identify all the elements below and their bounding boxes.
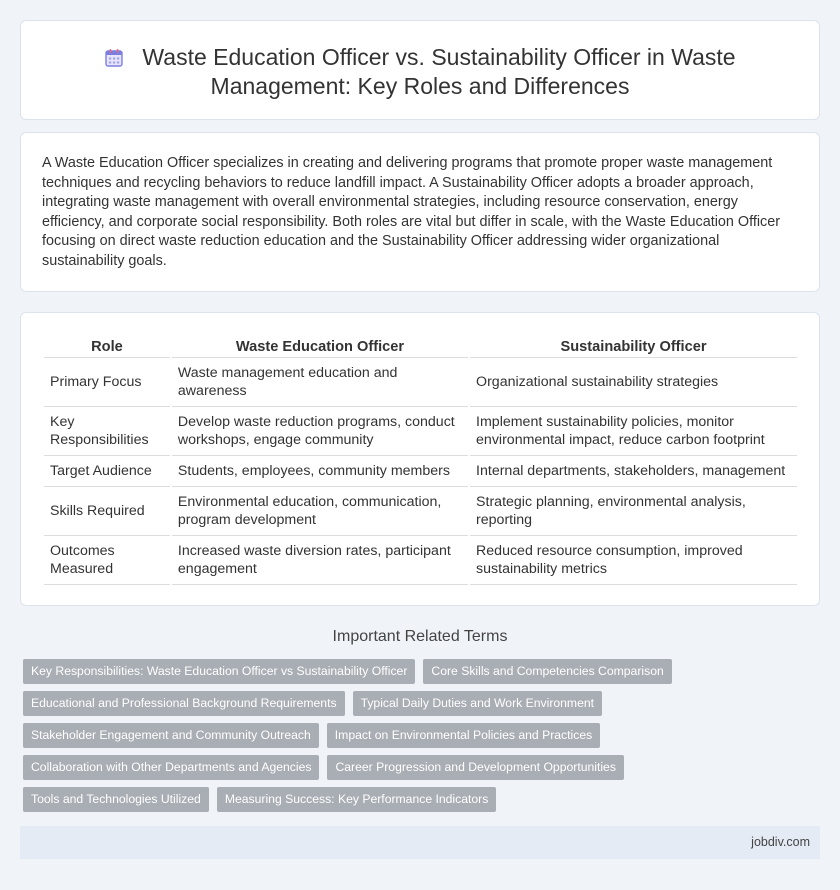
cell-sustainability: Reduced resource consumption, improved sustainability metrics	[470, 536, 797, 585]
row-label: Key Responsibilities	[44, 407, 170, 456]
row-label: Skills Required	[44, 487, 170, 536]
related-term-tag[interactable]: Educational and Professional Background Requirements	[23, 691, 345, 716]
cell-sustainability: Strategic planning, environmental analysis, reporting	[470, 487, 797, 536]
cell-waste-education: Environmental education, communication, program development	[172, 487, 468, 536]
cell-waste-education: Students, employees, community members	[172, 456, 468, 487]
cell-sustainability: Internal departments, stakeholders, management	[470, 456, 797, 487]
calendar-icon	[104, 46, 124, 66]
footer-site-link[interactable]: jobdiv.com	[751, 835, 810, 849]
header-waste-education-officer: Waste Education Officer	[172, 333, 468, 358]
header-role: Role	[44, 333, 170, 358]
cell-sustainability: Implement sustainability policies, monitor environmental impact, reduce carbon footprint	[470, 407, 797, 456]
table-row	[44, 487, 797, 536]
row-label: Outcomes Measured	[44, 536, 170, 585]
comparison-table-card	[20, 312, 820, 606]
intro-paragraph: A Waste Education Officer specializes in creating and delivering programs that promote proper waste management techniques and recycling behaviors to reduce landfill impact. A Sustainability Officer adopts a broader approach, integrating waste management with overall environmental strategies, including resource conservation, energy efficiency, and corporate social responsibility. Both roles are vital but differ in scale, with the Waste Education Officer focusing on direct waste reduction education and the Sustainability Officer addressing wider organizational sustainability goals.	[42, 155, 781, 269]
table-row	[44, 456, 797, 487]
related-term-tag[interactable]: Impact on Environmental Policies and Practices	[327, 723, 600, 748]
table-row	[44, 358, 797, 407]
related-term-tag[interactable]: Key Responsibilities: Waste Education Officer vs Sustainability Officer	[23, 659, 415, 684]
related-term-tag[interactable]: Measuring Success: Key Performance Indicators	[217, 787, 497, 812]
related-terms-heading: Important Related Terms	[332, 628, 508, 645]
table-row	[44, 407, 797, 456]
comparison-table	[42, 333, 799, 585]
page-title: Waste Education Officer vs. Sustainability Officer in Waste Management: Key Roles and Differences	[142, 44, 736, 99]
cell-waste-education: Waste management education and awareness	[172, 358, 468, 407]
table-row	[44, 536, 797, 585]
footer	[20, 826, 820, 859]
related-term-tag[interactable]: Typical Daily Duties and Work Environment	[353, 691, 602, 716]
related-terms-list	[23, 659, 813, 819]
related-term-tag[interactable]: Core Skills and Competencies Comparison	[423, 659, 671, 684]
title-card	[20, 20, 820, 120]
row-label: Primary Focus	[44, 358, 170, 407]
table-header-row	[44, 333, 797, 358]
intro-card	[20, 132, 820, 292]
related-term-tag[interactable]: Stakeholder Engagement and Community Outreach	[23, 723, 319, 748]
related-term-tag[interactable]: Collaboration with Other Departments and Agencies	[23, 755, 319, 780]
page-title-wrap	[21, 43, 819, 101]
related-term-tag[interactable]: Tools and Technologies Utilized	[23, 787, 209, 812]
row-label: Target Audience	[44, 456, 170, 487]
related-term-tag[interactable]: Career Progression and Development Opportunities	[327, 755, 623, 780]
cell-waste-education: Develop waste reduction programs, conduct workshops, engage community	[172, 407, 468, 456]
cell-sustainability: Organizational sustainability strategies	[470, 358, 797, 407]
header-sustainability-officer: Sustainability Officer	[470, 333, 797, 358]
cell-waste-education: Increased waste diversion rates, participant engagement	[172, 536, 468, 585]
